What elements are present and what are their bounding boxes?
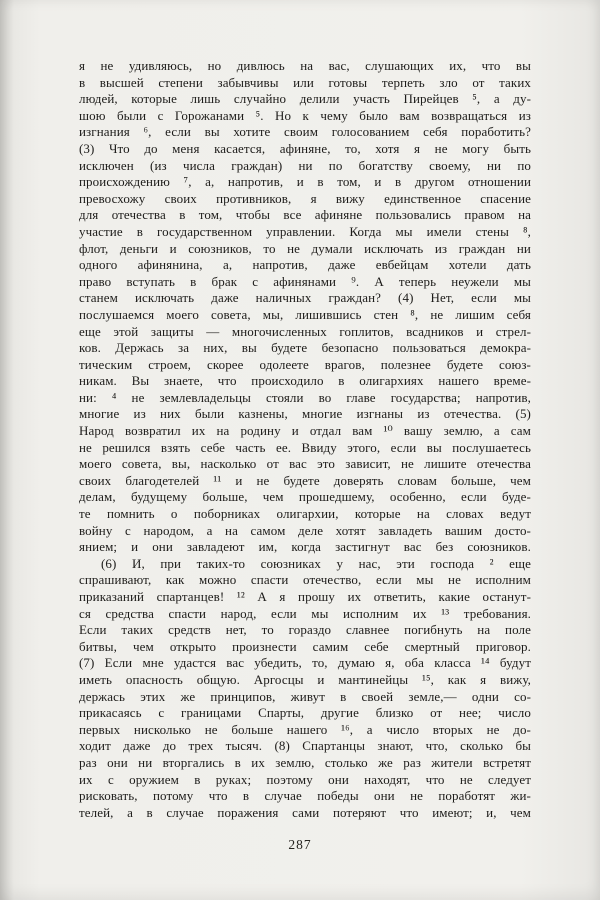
text-line: никам. Вы знаете, что происходило в олигархиях нашего време- xyxy=(79,373,531,389)
paragraph xyxy=(79,58,531,556)
text-line: людей, которые лишь случайно делили участь Пирейцев ⁵, а ду- xyxy=(79,91,531,107)
text-line: исключен (из числа граждан) ни по богатству своему, ни по xyxy=(79,157,531,173)
text-line: в высшей степени забывчивы или готовы терпеть зло от таких xyxy=(79,74,531,90)
text-line: тическим строем, скорее одолеете врагов, полезнее будете союз- xyxy=(79,356,531,372)
text-line: станем исключать даже наличных граждан? (4) Нет, если мы xyxy=(79,290,531,306)
text-line: участие в государственном управлении. Когда мы имели стены ⁸, xyxy=(79,223,531,239)
text-line: для отечества в том, чтобы все афиняне пользовались правом на xyxy=(79,207,531,223)
text-line: происхождению ⁷, а, напротив, и в том, и в другом отношении xyxy=(79,174,531,190)
text-line: послушаемся моего совета, мы, лишившись стен ⁸, не лишим себя xyxy=(79,306,531,322)
text-line: (7) Если мне удастся вас убедить, то, думаю я, оба класса ¹⁴ будут xyxy=(79,655,531,671)
text-line: ходит даже до трех тысяч. (8) Спартанцы знают, что, сколько бы xyxy=(79,738,531,754)
page-number: 287 xyxy=(288,837,312,852)
text-line: прикасаясь с границами Спарты, другие близко от нее; число xyxy=(79,705,531,721)
text-line: рисковать, потому что в случае победы они не поработят жи- xyxy=(79,788,531,804)
text-line: не решился взять себе часть ее. Ввиду этого, если вы послушаетесь xyxy=(79,439,531,455)
text-line: делам, будущему больше, чем прошедшему, особенно, если буде- xyxy=(79,489,531,505)
text-line: иметь опасность общую. Аргосцы и мантинейцы ¹⁵, как я вижу, xyxy=(79,671,531,687)
text-line: приказаний спартанцев! ¹² А я прошу их ответить, какие останут- xyxy=(79,589,531,604)
text-line: одного афинянина, а, напротив, даже евбейцам хотели дать xyxy=(79,257,531,273)
text-line: те помнить о поборниках олигархии, которые на словах ведут xyxy=(79,506,531,522)
text-line: моего совета, вы, насколько от вас это зависит, не лишите отечества xyxy=(79,456,531,472)
text-line: телей, а в случае поражения сами потеряют что имеют; и, чем xyxy=(79,804,531,820)
text-line: раз они ни вторгались в их землю, столько же раз жители встретят xyxy=(79,754,531,770)
text-line: ков. Держась за них, вы будете безопасно пользоваться демокра- xyxy=(79,340,531,356)
text-line: (6) И, при таких-то союзниках у нас, эти господа ² еще xyxy=(101,555,531,571)
text-line: янием; и они завладеют им, когда застигнут вас без союзников. xyxy=(79,539,531,555)
text-line: держась этих же принципов, живут в своей земле,— одни со- xyxy=(79,688,531,704)
text-line: (3) Что до меня касается, афиняне, то, хотя я не могу быть xyxy=(79,140,531,156)
text-line: спрашивают, как можно спасти отечество, если мы не исполним xyxy=(79,572,531,588)
text-line: шою были с Горожанами ⁵. Но к чему было вам возвращаться из xyxy=(79,107,531,123)
text-line: битвы, чем открыто произнести самим себе смертный приговор. xyxy=(79,638,531,654)
text-line: Народ возвратил их на родину и отдал вам ¹⁰ вашу землю, а сам xyxy=(79,423,531,439)
text-line: право вступать в брак с афинянами ⁹. А теперь неужели мы xyxy=(79,273,531,289)
text-line: их с оружием в руках; поэтому они находят, что не следует xyxy=(79,771,531,787)
paragraph xyxy=(79,556,531,822)
text-line: флот, деньги и союзников, то не думали исключать из граждан ни xyxy=(79,240,531,256)
text-line: превосхожу своих противников, я вижу единственное спасение xyxy=(79,190,531,206)
text-line: ни: ⁴ не землевладельцы стояли во главе государства; напротив, xyxy=(79,389,531,405)
body-text xyxy=(79,58,531,821)
text-line: ся средства спасти народ, если мы исполним их ¹³ требования. xyxy=(79,605,531,621)
text-line: еще этой защиты — многочисленных гоплитов, всадников и стрел- xyxy=(79,323,531,339)
text-line: я не удивляюсь, но дивлюсь на вас, слушающих их, что вы xyxy=(79,58,531,73)
text-line: своих благодетелей ¹¹ и не будете доверять словам больше, чем xyxy=(79,472,531,488)
text-line: многие из них были казнены, многие изгнаны из отечества. (5) xyxy=(79,406,531,422)
text-line: первых нисколько не больше нашего ¹⁶, а число вторых не до- xyxy=(79,721,531,737)
text-line: войну с народом, а на самом деле хотят завладеть вашим досто- xyxy=(79,522,531,538)
text-line: Если таких средств нет, то гораздо славнее погибнуть на поле xyxy=(79,622,531,638)
text-line: изгнания ⁶, если вы хотите своим голосованием себя поработить? xyxy=(79,124,531,140)
